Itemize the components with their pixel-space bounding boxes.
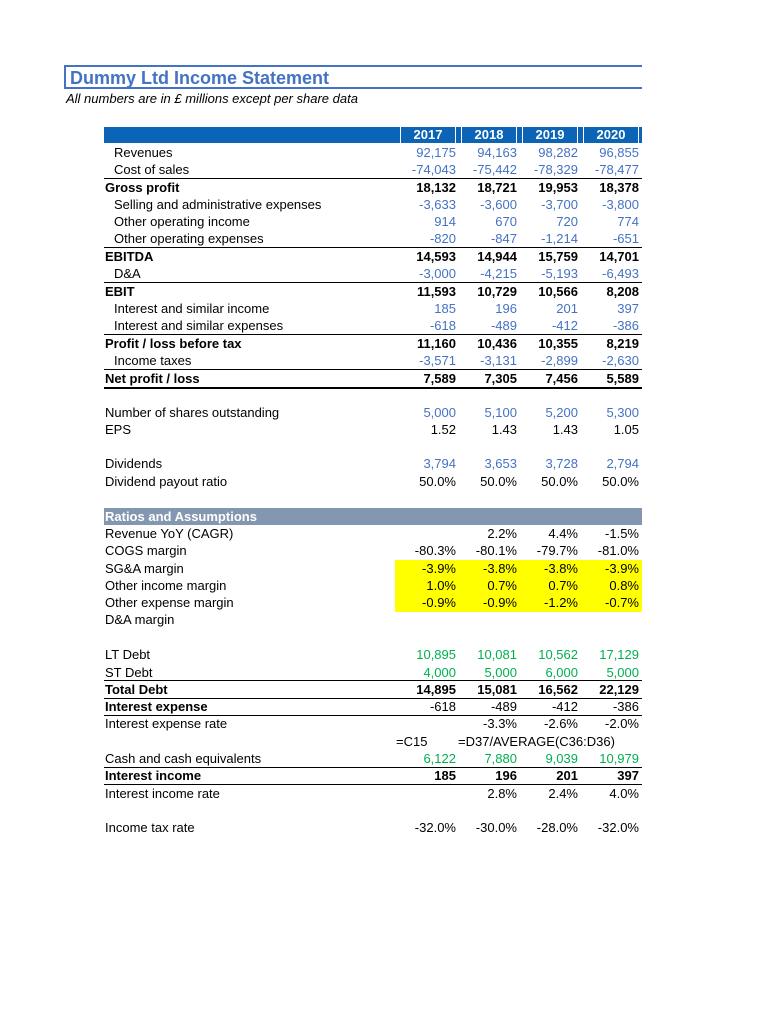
row-income-tax-rate [104,819,642,836]
cell: 15,081 [477,682,517,697]
cell: 196 [495,768,517,783]
cell: 6,122 [423,751,456,766]
cell: 50.0% [419,474,456,489]
row-label: Profit / loss before tax [105,336,242,351]
row-sga [104,196,642,213]
row-label: COGS margin [105,543,187,558]
row-label: Income taxes [114,353,192,368]
cell: 2,794 [606,456,639,471]
cell: -1.2% [544,595,578,610]
cell: 10,436 [477,336,517,351]
cell: 11,160 [416,336,456,351]
row-cogs-margin [104,542,642,559]
row-label: EPS [105,422,132,437]
cell: 10,729 [477,284,517,299]
row-cash [104,750,642,767]
cell: 2.2% [487,526,517,541]
cell: -1,214 [541,231,578,246]
cell: 18,721 [477,180,517,195]
cell: 2.4% [548,786,578,801]
cell: 50.0% [541,474,578,489]
cell: -618 [429,699,456,714]
row-label: Other operating income [114,214,250,229]
cell: 98,282 [538,145,578,160]
row-label: Selling and administrative expenses [114,197,322,212]
row-label: Interest and similar income [114,301,270,316]
cell: 10,562 [538,647,578,662]
row-label: Income tax rate [105,820,195,835]
cell: 8,208 [606,284,639,299]
cell: 720 [556,214,578,229]
row-interest-income [104,300,642,317]
row-label: Interest expense [105,699,208,714]
row-label: Other expense margin [105,595,234,610]
cell: -75,442 [472,162,517,177]
cell: 5,200 [545,405,578,420]
cell: 14,895 [416,682,456,697]
cell: -78,477 [594,162,639,177]
row-profit-before-tax [104,335,642,352]
formula-note: =D37/AVERAGE(C36:D36) [458,734,615,749]
row-st-debt [104,664,642,681]
row-label: Total Debt [105,682,168,697]
cell: -6,493 [602,266,639,281]
cell: -3,600 [480,197,517,212]
formula-note: =C15 [396,734,428,749]
cell: -3,571 [419,353,456,368]
cell: 5,300 [606,405,639,420]
page-title: Dummy Ltd Income Statement [70,68,330,88]
cell: -32.0% [597,820,639,835]
cell: 6,000 [545,665,578,680]
cell: -79.7% [536,543,578,558]
cell: -618 [429,318,456,333]
title-box [64,65,642,89]
row-label: EBIT [105,284,135,299]
cell: 22,129 [599,682,639,697]
cell: -386 [612,318,639,333]
cell: 92,175 [416,145,456,160]
cell: -489 [490,699,517,714]
row-other-operating-expenses [104,230,642,247]
cell: 50.0% [480,474,517,489]
row-eps [104,421,642,438]
section-header-ratios [104,508,642,525]
row-revenues [104,144,642,161]
cell: 1.0% [426,578,456,593]
cell: -2,899 [541,353,578,368]
row-gross-profit [104,179,642,196]
cell: 2.8% [487,786,517,801]
row-label: Interest expense rate [105,716,228,731]
cell: -651 [612,231,639,246]
cell: 774 [617,214,639,229]
section-title: Ratios and Assumptions [105,509,257,524]
row-label: Revenue YoY (CAGR) [105,526,234,541]
cell: 10,566 [538,284,578,299]
cell: 1.43 [552,422,578,437]
row-interest-expense-rate [104,715,642,732]
cell: -0.9% [483,595,517,610]
cell: -74,043 [411,162,456,177]
cell: 18,132 [416,180,456,195]
row-shares-outstanding [104,404,642,421]
cell: 5,100 [484,405,517,420]
cell: 4.0% [609,786,639,801]
cell: 8,219 [606,336,639,351]
cell: -2,630 [602,353,639,368]
cell: -3.9% [605,561,639,576]
cell: -4,215 [480,266,517,281]
cell: 7,589 [423,371,456,386]
row-label: Interest income rate [105,786,220,801]
cell: 50.0% [602,474,639,489]
cell: 3,653 [484,456,517,471]
row-label: Gross profit [105,180,180,195]
cell: 3,794 [423,456,456,471]
row-dividends [104,455,642,472]
cell: -2.6% [544,716,578,731]
row-other-expense-margin [104,594,642,611]
cell: -3.9% [422,561,456,576]
row-label: Net profit / loss [105,371,200,386]
row-da-margin [104,611,642,628]
year-header-2018: 2018 [461,127,517,143]
cell: 16,562 [538,682,578,697]
cell: 17,129 [599,647,639,662]
year-header-2020: 2020 [583,127,639,143]
cell: 14,944 [477,249,517,264]
cell: -5,193 [541,266,578,281]
cell: -0.9% [422,595,456,610]
row-lt-debt [104,646,642,663]
cell: 1.52 [430,422,456,437]
row-label: Number of shares outstanding [105,405,280,420]
row-label: Dividends [105,456,163,471]
cell: 0.8% [609,578,639,593]
row-label: D&A margin [105,612,175,627]
row-label: Other income margin [105,578,227,593]
cell: -32.0% [414,820,456,835]
row-dividend-payout-ratio [104,473,642,490]
cell: 18,378 [599,180,639,195]
cell: 10,895 [416,647,456,662]
cell: 914 [434,214,456,229]
double-underline [104,387,642,389]
row-label: Revenues [114,145,173,160]
cell: -847 [490,231,517,246]
row-label: Interest income [105,768,202,783]
cell: 14,593 [416,249,456,264]
row-da [104,265,642,282]
cell: -0.7% [605,595,639,610]
cell: -3.3% [483,716,517,731]
cell: 201 [556,768,578,783]
row-interest-income-total [104,767,642,784]
cell: -3,633 [419,197,456,212]
cell: 7,305 [484,371,517,386]
cell: -2.0% [605,716,639,731]
row-interest-expense [104,698,642,715]
row-label: Cash and cash equivalents [105,751,262,766]
cell: 1.05 [613,422,639,437]
cell: 15,759 [538,249,578,264]
cell: -386 [612,699,639,714]
cell: -3,000 [419,266,456,281]
cell: 96,855 [599,145,639,160]
cell: -80.3% [414,543,456,558]
cell: 14,701 [599,249,639,264]
cell: 397 [617,301,639,316]
row-ebitda [104,248,642,265]
cell: 5,000 [606,665,639,680]
cell: 185 [434,768,456,783]
row-label: Interest and similar expenses [114,318,284,333]
row-net-profit [104,370,642,387]
cell: 670 [495,214,517,229]
cell: -30.0% [475,820,517,835]
row-label: Other operating expenses [114,231,264,246]
cell: 11,593 [416,284,456,299]
row-other-income-margin [104,577,642,594]
cell: -28.0% [536,820,578,835]
cell: -1.5% [605,526,639,541]
cell: -78,329 [533,162,578,177]
year-header-2017: 2017 [400,127,456,143]
row-income-taxes [104,352,642,369]
cell: 397 [617,768,639,783]
row-label: D&A [114,266,141,281]
row-label: SG&A margin [105,561,184,576]
cell: -3.8% [483,561,517,576]
row-interest-income-rate [104,785,642,802]
cell: 4,000 [423,665,456,680]
row-label: LT Debt [105,647,151,662]
cell: 3,728 [545,456,578,471]
cell: 5,000 [484,665,517,680]
cell: -820 [429,231,456,246]
cell: -80.1% [475,543,517,558]
cell: 10,355 [538,336,578,351]
row-cost-of-sales [104,161,642,178]
cell: 19,953 [538,180,578,195]
cell: -3,700 [541,197,578,212]
cell: 1.43 [491,422,517,437]
subtitle: All numbers are in £ millions except per share data [66,91,358,106]
cell: -489 [490,318,517,333]
row-total-debt [104,681,642,698]
cell: 5,000 [423,405,456,420]
year-header-2019: 2019 [522,127,578,143]
row-interest-expenses [104,317,642,334]
cell: -3,800 [602,197,639,212]
row-label: Cost of sales [114,162,190,177]
cell: 9,039 [545,751,578,766]
row-ebit [104,283,642,300]
row-label: EBITDA [105,249,154,264]
cell: 10,081 [477,647,517,662]
cell: -412 [551,699,578,714]
row-label: ST Debt [105,665,153,680]
cell: -3.8% [544,561,578,576]
row-sga-margin [104,560,642,577]
cell: -412 [551,318,578,333]
cell: 0.7% [548,578,578,593]
cell: 10,979 [599,751,639,766]
row-revenue-yoy [104,525,642,542]
cell: -81.0% [597,543,639,558]
cell: 196 [495,301,517,316]
cell: 7,880 [484,751,517,766]
row-other-operating-income [104,213,642,230]
cell: 5,589 [606,371,639,386]
cell: 7,456 [545,371,578,386]
row-label: Dividend payout ratio [105,474,228,489]
cell: 4.4% [548,526,578,541]
cell: -3,131 [480,353,517,368]
cell: 185 [434,301,456,316]
cell: 0.7% [487,578,517,593]
cell: 94,163 [477,145,517,160]
cell: 201 [556,301,578,316]
